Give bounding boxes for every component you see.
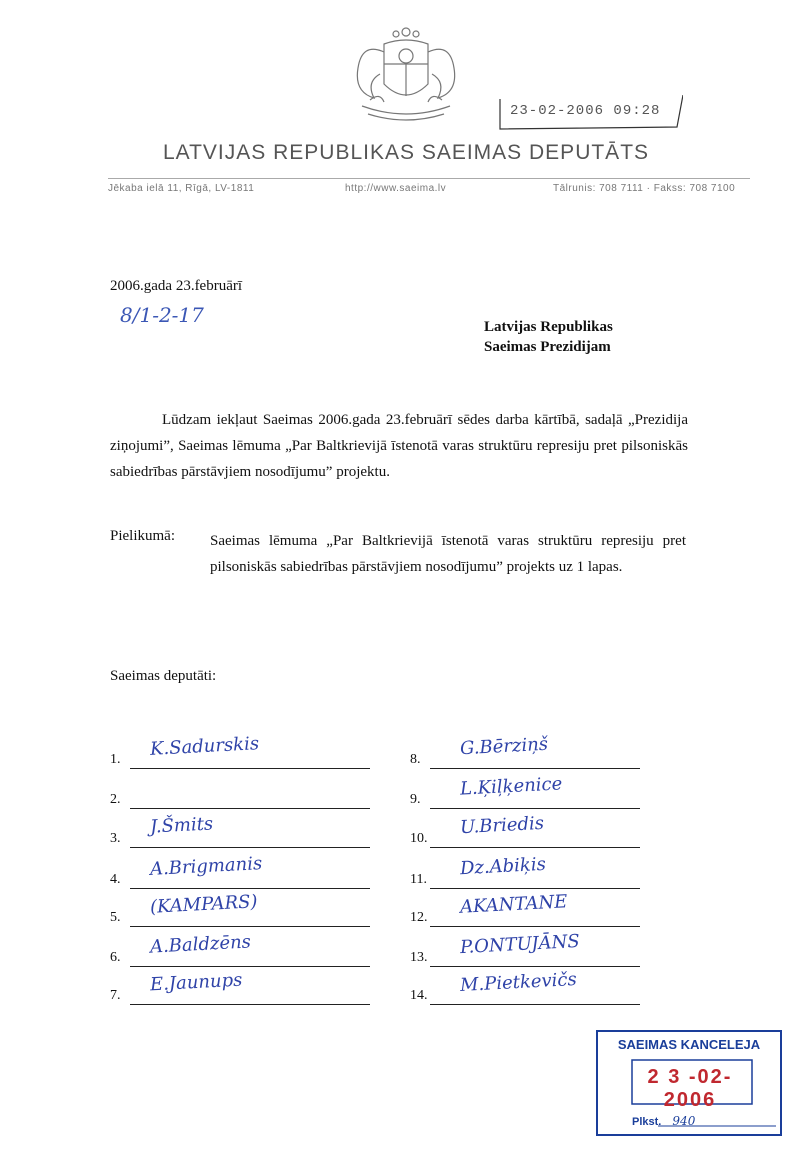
signature-number-right: 10. (410, 831, 428, 846)
signature-number-right: 11. (410, 872, 427, 887)
signature-number-right: 12. (410, 910, 428, 925)
signature-number-left: 5. (110, 910, 121, 925)
signature-name-left: A.Baldzēns (149, 931, 252, 958)
signature-name-right: G.Bērziņš (459, 733, 549, 760)
signature-line-left (130, 808, 370, 809)
signature-line-right (430, 1004, 640, 1005)
handwritten-reference-text: 8/1-2-17 (120, 303, 204, 327)
signature-name-right: Dz.Abiķis (459, 853, 547, 880)
signature-number-left: 7. (110, 988, 121, 1003)
signature-name-left: (KAMPARS) (149, 891, 259, 918)
stamp-title: SAEIMAS KANCELEJA (617, 1037, 761, 1052)
signature-name-left: A.Brigmanis (149, 853, 263, 880)
received-timestamp: 23-02-2006 09:28 (510, 103, 661, 119)
letter-date: 2006.gada 23.februārī (110, 278, 243, 294)
signature-name-right: P.ONTUJĀNS (459, 930, 581, 959)
signature-line-left (130, 847, 370, 848)
stamp-date: 2 3 -02- 2006 (647, 1066, 733, 1111)
signature-line-left (130, 926, 370, 927)
signature-line-right (430, 808, 640, 809)
signature-number-right: 8. (410, 752, 421, 767)
stamp-time-value: 940 (672, 1114, 696, 1128)
recipient-line-2: Saeimas Prezidijam (484, 339, 611, 355)
signature-line-right (430, 926, 640, 927)
signature-name-right: AKANTANE (459, 891, 568, 918)
signature-name-left: J.Šmits (149, 813, 214, 838)
signature-line-right (430, 966, 640, 967)
signature-line-left (130, 966, 370, 967)
signature-number-right: 9. (410, 792, 421, 807)
letterhead-title: LATVIJAS REPUBLIKAS SAEIMAS DEPUTĀTS (162, 141, 650, 164)
attachment-label: Pielikumā: (110, 528, 175, 544)
signature-line-left (130, 1004, 370, 1005)
signature-name-right: U.Briedis (459, 812, 545, 839)
attachment-text: Saeimas lēmuma „Par Baltkrievijā īstenotā varas struktūru represiju pret pilsoniskās sabiedrības pārstāvjiem nosodījumu” projekts uz 1 lapas. (210, 533, 686, 575)
signature-name-left: K.Sadurskis (149, 733, 260, 760)
letter-body: Lūdzam iekļaut Saeimas 2006.gada 23.februārī sēdes darba kārtībā, sadaļā „Prezidija ziņojumi”, Saeimas lēmuma „Par Baltkrievijā īstenotā varas struktūru represiju pret pilsoniskās sabiedrības pārstāvjiem nosodījumu” projektu. (110, 412, 688, 480)
signature-number-left: 3. (110, 831, 121, 846)
signature-number-left: 6. (110, 950, 121, 965)
signature-number-right: 14. (410, 988, 428, 1003)
signature-number-left: 4. (110, 872, 121, 887)
signature-name-right: M.Pietkevičs (459, 968, 578, 997)
signature-line-left (130, 888, 370, 889)
signature-number-right: 13. (410, 950, 428, 965)
letterhead-phone-fax: Tālrunis: 708 7111 · Fakss: 708 7100 (553, 183, 736, 194)
signature-line-left (130, 768, 370, 769)
signature-line-right (430, 888, 640, 889)
recipient-line-1: Latvijas Republikas (484, 319, 613, 335)
letterhead-website: http://www.saeima.lv (345, 183, 447, 194)
signature-number-left: 2. (110, 792, 121, 807)
signature-line-right (430, 847, 640, 848)
signature-line-right (430, 768, 640, 769)
signature-name-right: L.Ķiļķenice (459, 773, 563, 800)
signatories-heading: Saeimas deputāti: (110, 668, 217, 684)
signature-number-left: 1. (110, 752, 121, 767)
stamp-time (632, 1114, 695, 1128)
letterhead-address: Jēkaba ielā 11, Rīgā, LV-1811 (108, 183, 255, 194)
signature-name-left: E.Jaunups (149, 969, 243, 996)
stamp-time-label: Plkst. (632, 1116, 662, 1128)
